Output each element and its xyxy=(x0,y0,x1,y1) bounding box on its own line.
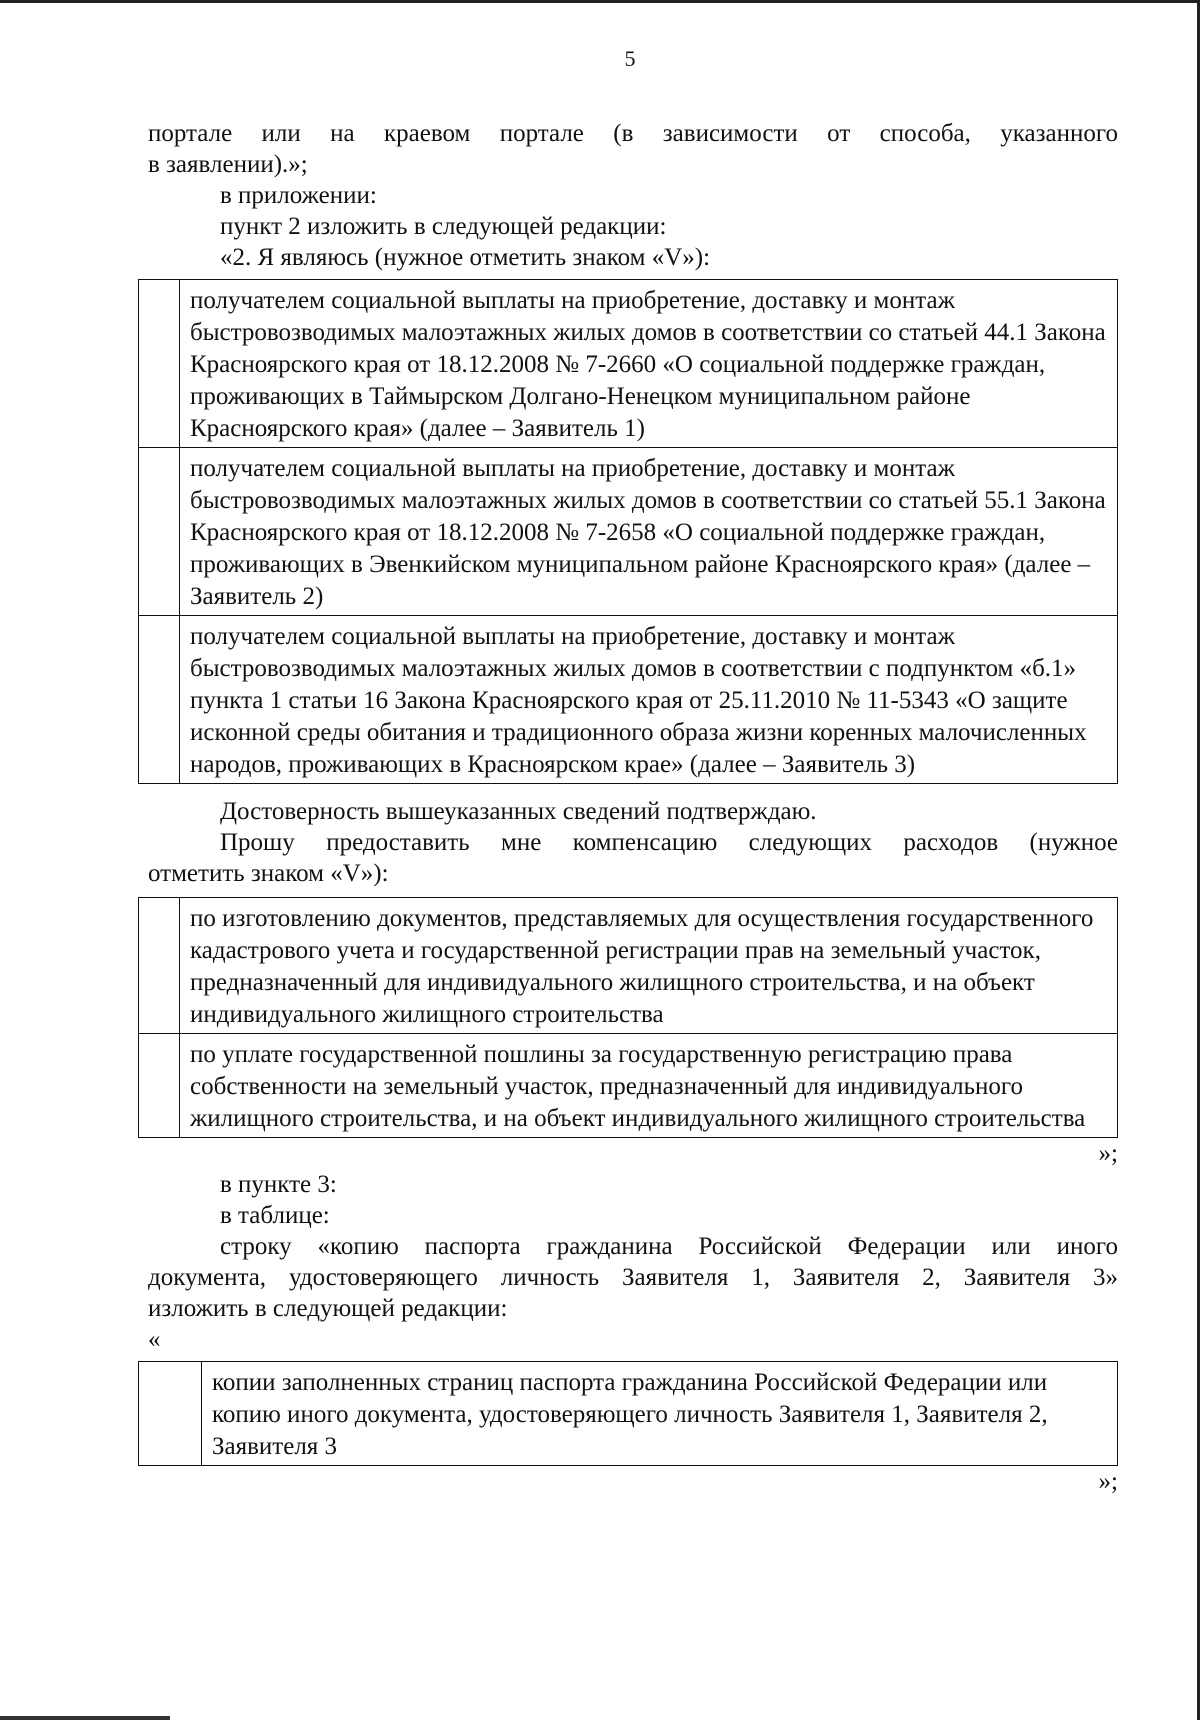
table-label: в таблице: xyxy=(220,1202,330,1229)
point-2-instruction: пункт 2 изложить в следующей редакции: xyxy=(220,213,667,240)
table-row xyxy=(139,616,1118,784)
page-number: 5 xyxy=(624,46,636,71)
compensation-option-1: по изготовлению документов, представляемых для осуществления государственного кадастрового учета и государственной регистрации прав на земельный участок, предназначенный для индивидуального жилищного строительства, и на объект индивидуального жилищного строительства xyxy=(180,898,1118,1034)
open-quote: « xyxy=(148,1326,161,1353)
applicant-option-3: получателем социальной выплаты на приобретение, доставку и монтаж быстровозводимых малоэтажных жилых домов в соответствии с подпунктом «б.1» пункта 1 статьи 16 Закона Красноярского края от 25.11.2010 № 11-5343 «О защите исконной среды обитания и традиционного образа жизни коренных малочисленных народов, проживающих в Красноярском крае» (далее – Заявитель 3) xyxy=(180,616,1118,784)
closing-quote-1: »; xyxy=(1098,1140,1118,1167)
appendix-label: в приложении: xyxy=(220,182,377,209)
compensation-options-table xyxy=(138,897,1118,1138)
document-body xyxy=(148,118,1118,1497)
applicant-statement: «2. Я являюсь (нужное отметить знаком «V»): xyxy=(220,244,711,271)
intro-line-2: в заявлении).»; xyxy=(148,151,308,178)
scan-edge-top xyxy=(0,0,1200,3)
checkbox-compensation-1[interactable] xyxy=(139,898,180,1034)
scan-edge-bottom xyxy=(0,1716,170,1720)
passport-row-table xyxy=(138,1361,1118,1466)
applicant-options-table xyxy=(138,279,1118,784)
row-instruction-line-3: изложить в следующей редакции: xyxy=(148,1295,508,1322)
table-row xyxy=(139,448,1118,616)
applicant-option-2: получателем социальной выплаты на приобретение, доставку и монтаж быстровозводимых малоэтажных жилых домов в соответствии со статьей 55.1 Закона Красноярского края от 18.12.2008 № 7-2658 «О социальной поддержке граждан, проживающих в Эвенкийском муниципальном районе Красноярского края» (далее – Заявитель 2) xyxy=(180,448,1118,616)
table-row xyxy=(139,280,1118,448)
intro-line-1: порталe или на краевом портале (в зависимости от способа, указанного xyxy=(148,120,1118,147)
confirmation-text: Достоверность вышеуказанных сведений подтверждаю. xyxy=(220,798,817,825)
point-3-label: в пункте 3: xyxy=(220,1171,337,1198)
row-instruction-line-1: строку «копию паспорта гражданина Российской Федерации или иного xyxy=(220,1233,1118,1260)
compensation-request-line-1: Прошу предоставить мне компенсацию следующих расходов (нужное xyxy=(220,829,1118,856)
checkbox-passport[interactable] xyxy=(139,1362,202,1466)
checkbox-applicant-2[interactable] xyxy=(139,448,180,616)
row-instruction-line-2: документа, удостоверяющего личность Заявителя 1, Заявителя 2, Заявителя 3» xyxy=(148,1264,1118,1291)
compensation-request-line-2: отметить знаком «V»): xyxy=(148,860,389,887)
closing-quote-2: »; xyxy=(1098,1468,1118,1495)
checkbox-applicant-3[interactable] xyxy=(139,616,180,784)
checkbox-applicant-1[interactable] xyxy=(139,280,180,448)
table-row xyxy=(139,898,1118,1034)
applicant-option-1: получателем социальной выплаты на приобретение, доставку и монтаж быстровозводимых малоэтажных жилых домов в соответствии со статьей 44.1 Закона Красноярского края от 18.12.2008 № 7-2660 «О социальной поддержке граждан, проживающих в Таймырском Долгано-Ненецком муниципальном районе Красноярского края» (далее – Заявитель 1) xyxy=(180,280,1118,448)
checkbox-compensation-2[interactable] xyxy=(139,1034,180,1138)
table-row xyxy=(139,1034,1118,1138)
passport-row-text: копии заполненных страниц паспорта гражданина Российской Федерации или копию иного документа, удостоверяющего личность Заявителя 1, Заявителя 2, Заявителя 3 xyxy=(202,1362,1118,1466)
compensation-option-2: по уплате государственной пошлины за государственную регистрацию права собственности на земельный участок, предназначенный для индивидуального жилищного строительства, и на объект индивидуального жилищного строительства xyxy=(180,1034,1118,1138)
table-row xyxy=(139,1362,1118,1466)
